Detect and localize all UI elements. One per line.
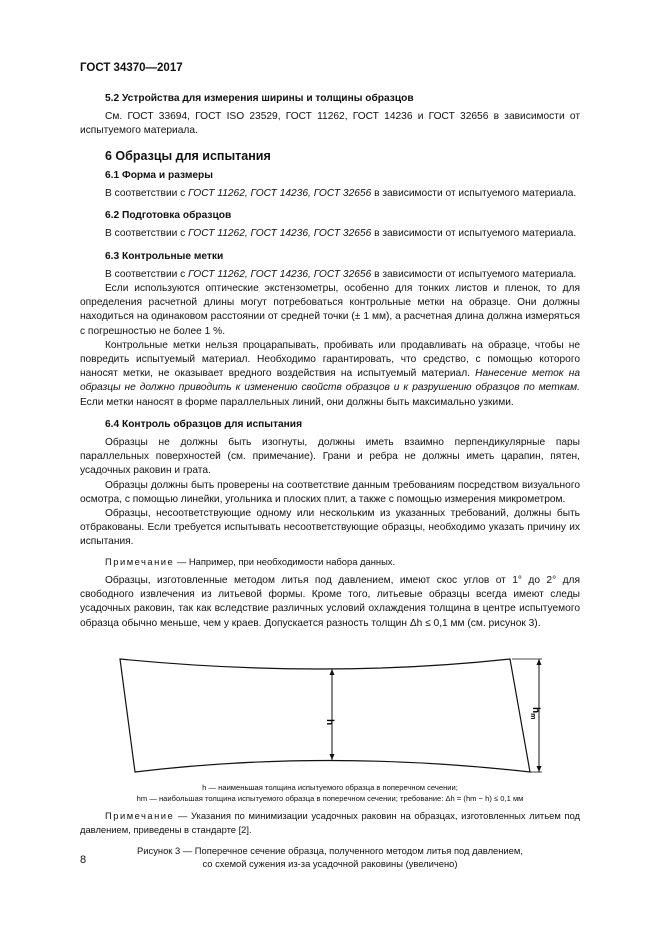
section-5-2-text: См. ГОСТ 33694, ГОСТ ISO 23529, ГОСТ 11262, ГОСТ 14236 и ГОСТ 32656 в зависимости от испытуемого материала. <box>80 111 580 137</box>
caption-line-2: со схемой сужения из-за усадочной раковины (увеличено) <box>202 857 458 869</box>
h-label: h <box>324 718 335 725</box>
caption-line-1: Рисунок 3 — Поперечное сечение образца, полученного методом литья под давлением, <box>137 845 523 857</box>
section-6-4-paragraph-3: Образцы, несоответствующие одному или нескольким из указанных требований, должны быть отбракованы. Если требуется испытывать несоответствующие образцы, необходимо указать причину их испытания. <box>80 508 580 548</box>
section-6-1-text: В соответствии с ГОСТ 11262, ГОСТ 14236, ГОСТ 32656 в зависимости от испытуемого материала. <box>105 188 577 200</box>
section-6-4-paragraph-4: Образцы, изготовленные методом литья под давлением, имеют скос углов от 1° до 2° для свободного извлечения из литьевой формы. Кроме того, литьевые образцы всегда имеют следы усадочных раковин, так как вследствие различных условий охлаждения толщина в центре испытуемого образца обычно меньше, чем у краев. Допускается разность толщин Δh ≤ 0,1 мм (см. рисунок 3). <box>80 574 580 629</box>
hm-arrow-top <box>537 659 542 665</box>
section-6-3-text: В соответствии с ГОСТ 11262, ГОСТ 14236, ГОСТ 32656 в зависимости от испытуемого материала. <box>105 268 577 280</box>
section-6-3-paragraph-2: Если используются оптические экстензометры, особенно для тонких листов и пленок, то для определения расчетной длины могут потребоваться контрольные метки на образце. Они должны находиться на одинаковом расстоянии от средней точки (± 1 мм), а расчетная длина должна измеряться с погрешностью не более 1 %. <box>80 283 580 337</box>
h-arrow-top <box>330 669 335 675</box>
figure-legend <box>80 782 580 804</box>
page-number: 8 <box>80 854 87 866</box>
section-6-1-title: 6.1 Форма и размеры <box>105 169 213 181</box>
figure-caption <box>80 845 580 870</box>
section-6-3-title: 6.3 Контрольные метки <box>105 250 224 262</box>
section-6-title: 6 Образцы для испытания <box>105 148 271 163</box>
section-6-4-title: 6.4 Контроль образцов для испытания <box>105 418 303 430</box>
document-body <box>80 92 580 870</box>
figure-note: Примечание — Указания по минимизации усадочных раковин на образцах, изготовленных литьем под давлением, приведены в стандарте [2]. <box>80 809 580 835</box>
section-6-2-title: 6.2 Подготовка образцов <box>105 210 232 222</box>
document-header: ГОСТ 34370—2017 <box>80 62 183 74</box>
figure-3-cross-section <box>80 637 580 782</box>
section-5-2-title: 5.2 Устройства для измерения ширины и толщины образцов <box>105 93 414 104</box>
section-6-4-paragraph-2: Образцы должны быть проверены на соответствие данным требованиям посредством визуального осмотра, с помощью линейки, угольника и плоских плит, а также с помощью измерения микрометром. <box>80 479 580 505</box>
section-6-4-paragraph-1: Образцы не должны быть изогнуты, должны иметь взаимно перпендикулярные пары параллельных поверхностей (см. примечание). Грани и ребра не должны иметь царапин, пятен, усадочных раковин и грата. <box>80 437 580 477</box>
hm-arrow-bottom <box>537 766 542 772</box>
legend-h: h — наименьшая толщина испытуемого образца в поперечном сечении; <box>202 782 458 792</box>
section-6-3-paragraph-3: Контрольные метки нельзя процарапывать, пробивать или продавливать на образце, чтобы не повредить испытуемый материал. Необходимо гарантировать, что средство, с помощью которого наносят метки, не оказывает вредного воздействия на испытуемый материал. Нанесение меток на образцы не должно приводить к изменению свойств образцов и к разрушению образцов по меткам. Если метки наносят в форме параллельных линий, они должны быть максимально узкими. <box>80 339 580 408</box>
cross-section-drawing <box>80 637 580 782</box>
h-arrow-bottom <box>330 754 335 760</box>
legend-hm: hm — наибольшая толщина испытуемого образца в поперечном сечении; требование: Δh = (hm − h) ≤ 0,1 мм <box>136 793 524 803</box>
specimen-outline <box>120 659 530 772</box>
section-6-2-text: В соответствии с ГОСТ 11262, ГОСТ 14236, ГОСТ 32656 в зависимости от испытуемого материала. <box>105 228 577 240</box>
section-6-4-note: Примечание — Например, при необходимости набора данных. <box>105 555 396 567</box>
hm-label: $h_m$ <box>529 706 541 720</box>
